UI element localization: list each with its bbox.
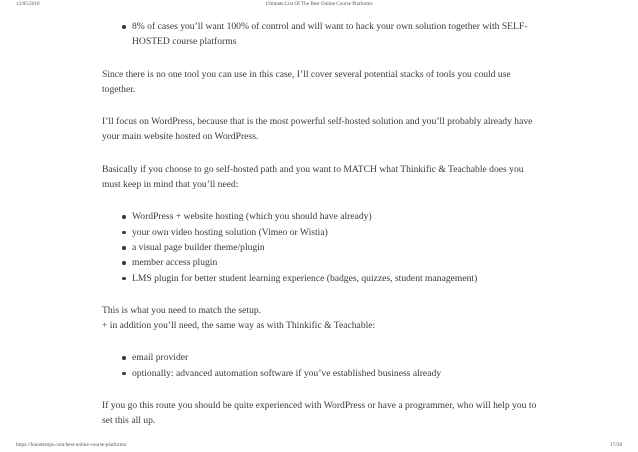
page-number: 17/28 bbox=[610, 442, 622, 448]
list-item: optionally: advanced automation software if you’ve established business already bbox=[122, 366, 542, 381]
top-bullet-list bbox=[102, 19, 542, 50]
list-item: a visual page builder theme/plugin bbox=[122, 240, 542, 255]
list-item: your own video hosting solution (Vimeo or Wistia) bbox=[122, 225, 542, 240]
list-item: LMS plugin for better student learning experience (badges, quizzes, student management) bbox=[122, 271, 542, 286]
paragraph-line: + in addition you’ll need, the same way as with Thinkific & Teachable: bbox=[102, 320, 376, 332]
header-date: 12/05/2018 bbox=[16, 1, 40, 7]
list-item: member access plugin bbox=[122, 255, 542, 270]
document-body bbox=[102, 19, 542, 429]
list-item: 8% of cases you’ll want 100% of control and will want to hack your own solution together with SELF-HOSTED course platforms bbox=[122, 19, 542, 50]
list-item: email provider bbox=[122, 350, 542, 365]
requirements-bullet-list bbox=[102, 209, 542, 285]
paragraph: I’ll focus on WordPress, because that is the most powerful self-hosted solution and you’ll probably already have your main website hosted on WordPress. bbox=[102, 116, 533, 143]
paragraph: Since there is no one tool you can use in this case, I’ll cover several potential stacks of tools you could use together. bbox=[102, 68, 511, 95]
paragraph: If you go this route you should be quite experienced with WordPress or have a programmer, who will help you to set this all up. bbox=[102, 400, 537, 427]
paragraph-line: This is what you need to match the setup. bbox=[102, 304, 262, 316]
header-title: Ultimate List Of The Best Online Course Platforms bbox=[265, 1, 373, 7]
footer-url: https://foundertips.com/best-online-course-platforms/ bbox=[16, 442, 128, 448]
list-item: WordPress + website hosting (which you should have already) bbox=[122, 209, 542, 224]
extras-bullet-list bbox=[102, 350, 542, 381]
paragraph: Basically if you choose to go self-hosted path and you want to MATCH what Thinkific & Teachable does you must keep in mind that you’ll need: bbox=[102, 163, 524, 191]
